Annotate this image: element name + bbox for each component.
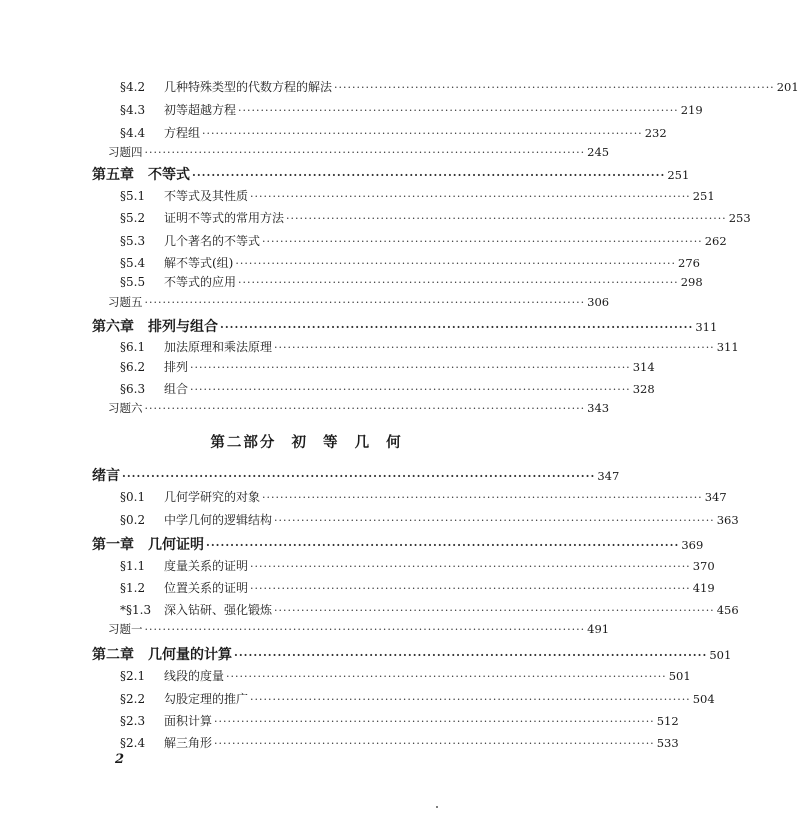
section-number: §5.4 — [120, 256, 146, 270]
page-ref: 343 — [587, 401, 610, 415]
dot-leader: ·································································································· — [286, 212, 727, 225]
dot-leader: ·································································································· — [274, 341, 715, 354]
entry-title: 几何学研究的对象 — [164, 490, 261, 504]
section-entry — [120, 124, 667, 141]
dot-leader: ·································································································· — [144, 146, 586, 159]
page-number: 2 — [115, 752, 125, 767]
entry-title: 面积计算 — [164, 714, 213, 728]
section-number: §2.1 — [120, 669, 146, 683]
page-ref: 314 — [632, 360, 655, 374]
entry-label — [120, 78, 332, 95]
entry-label — [120, 124, 200, 141]
chapter-entry — [92, 644, 732, 664]
page-ref: 347 — [597, 469, 620, 483]
exercise-entry — [108, 400, 610, 416]
entry-title: 解三角形 — [164, 736, 213, 750]
section-number: §6.3 — [120, 382, 146, 396]
entry-label — [92, 465, 120, 485]
section-number: §0.1 — [120, 490, 146, 504]
dot-leader: ·································································································· — [214, 715, 655, 728]
page-ref: 311 — [695, 320, 718, 334]
section-entry — [120, 273, 703, 290]
dot-leader: ·································································································· — [202, 127, 643, 140]
page-ref: 251 — [667, 168, 690, 182]
entry-title: 习题一 — [108, 622, 143, 636]
section-entry — [120, 601, 739, 618]
entry-title: 第六章 排列与组合 — [92, 319, 218, 335]
entry-title: 不等式及其性质 — [164, 189, 249, 203]
page-ref: 245 — [587, 145, 610, 159]
dot-leader: ·································································································· — [262, 491, 703, 504]
dot-leader: ·································································································· — [144, 623, 586, 636]
entry-title: 加法原理和乘法原理 — [164, 340, 273, 354]
part-title-char-4: 何 — [386, 434, 403, 451]
entry-title: 中学几何的逻辑结构 — [164, 513, 273, 527]
dot-leader: ·································································································· — [250, 190, 691, 203]
entry-label — [120, 254, 233, 271]
section-number: §4.3 — [120, 103, 146, 117]
section-number: §2.3 — [120, 714, 146, 728]
dot-leader: ·································································································· — [250, 693, 691, 706]
dot-leader: ·································································································· — [334, 81, 775, 94]
entry-title: 第五章 不等式 — [92, 167, 190, 183]
page-ref: 262 — [704, 234, 727, 248]
entry-title: 度量关系的证明 — [164, 559, 249, 573]
section-entry — [120, 254, 700, 271]
page-ref: 253 — [728, 211, 751, 225]
entry-title: 几种特殊类型的代数方程的解法 — [164, 80, 333, 94]
dot-leader: ·································································································· — [122, 470, 596, 483]
entry-label — [120, 690, 248, 707]
entry-title: 不等式的应用 — [164, 275, 237, 289]
chapter-entry — [92, 465, 620, 485]
dot-leader: ·································································································· — [235, 257, 677, 270]
part-title-char-2: 等 — [323, 434, 340, 451]
dot-leader: ·································································································· — [190, 361, 631, 374]
section-entry — [120, 734, 679, 751]
entry-label — [92, 316, 218, 336]
entry-title: 组合 — [164, 382, 189, 396]
dot-leader: ·································································································· — [220, 321, 694, 334]
entry-title: 绪言 — [92, 468, 120, 484]
exercise-entry — [108, 621, 610, 637]
entry-label — [120, 358, 188, 375]
entry-label — [120, 101, 236, 118]
page-ref: 501 — [709, 648, 732, 662]
section-number: §6.1 — [120, 340, 146, 354]
section-number: §5.5 — [120, 275, 146, 289]
page-ref: 369 — [681, 538, 704, 552]
part-title-char-1: 初 — [291, 434, 308, 451]
section-entry — [120, 187, 715, 204]
part-two-heading — [0, 431, 613, 452]
section-number: *§1.3 — [120, 603, 152, 617]
page-ref: 363 — [716, 513, 739, 527]
dot-leader: ·································································································· — [274, 514, 715, 527]
section-number: §4.2 — [120, 80, 146, 94]
page-ref: 311 — [716, 340, 739, 354]
entry-label — [120, 232, 260, 249]
entry-label — [120, 273, 236, 290]
section-number: §5.1 — [120, 189, 146, 203]
entry-label — [120, 579, 248, 596]
entry-title: 习题五 — [108, 295, 143, 309]
entry-label — [108, 144, 143, 160]
entry-label — [120, 734, 212, 751]
page-ref: 328 — [632, 382, 655, 396]
page-ref: 533 — [656, 736, 679, 750]
dot-leader: ·································································································· — [226, 670, 667, 683]
dot-leader: ·································································································· — [238, 276, 679, 289]
section-number: §2.4 — [120, 736, 146, 750]
dot-leader: ·································································································· — [262, 235, 703, 248]
section-number: §0.2 — [120, 513, 146, 527]
page-ref: 276 — [678, 256, 700, 270]
dot-leader: ·································································································· — [250, 560, 691, 573]
part-title-char-3: 几 — [354, 434, 372, 451]
section-entry — [120, 667, 691, 684]
entry-label — [120, 488, 260, 505]
entry-label — [120, 712, 212, 729]
dot-leader: ·································································································· — [274, 604, 715, 617]
page-ref: 491 — [587, 622, 610, 636]
chapter-entry — [92, 534, 704, 554]
entry-title: 解不等式(组) — [164, 256, 234, 270]
section-entry — [120, 232, 727, 249]
dot-leader: ·································································································· — [250, 582, 691, 595]
entry-label — [92, 644, 232, 664]
entry-title: 位置关系的证明 — [164, 581, 249, 595]
section-entry — [120, 511, 739, 528]
section-number: §1.1 — [120, 559, 146, 573]
entry-label — [120, 380, 188, 397]
section-number: §4.4 — [120, 126, 146, 140]
entry-label — [120, 667, 224, 684]
entry-title: 线段的度量 — [164, 669, 225, 683]
entry-title: 第一章 几何证明 — [92, 537, 204, 553]
entry-title: 证明不等式的常用方法 — [164, 211, 285, 225]
section-number: §5.2 — [120, 211, 146, 225]
entry-label — [92, 534, 204, 554]
entry-title: 勾股定理的推广 — [164, 692, 249, 706]
page-ref: 201 — [776, 80, 799, 94]
entry-label — [120, 557, 248, 574]
section-entry — [120, 380, 655, 397]
section-entry — [120, 78, 799, 95]
page-ref: 370 — [692, 559, 715, 573]
entry-title: 几个著名的不等式 — [164, 234, 261, 248]
exercise-entry — [108, 294, 610, 310]
page-ref: 501 — [668, 669, 691, 683]
dot-leader: ·································································································· — [234, 649, 708, 662]
dot-leader: ·································································································· — [144, 296, 586, 309]
section-entry — [120, 712, 679, 729]
section-number: §1.2 — [120, 581, 146, 595]
section-entry — [120, 338, 739, 355]
dot-leader: ·································································································· — [214, 737, 655, 750]
page-ref: 347 — [704, 490, 727, 504]
page-ref: 456 — [716, 603, 739, 617]
entry-title: 习题四 — [108, 145, 143, 159]
page-ref: 251 — [692, 189, 715, 203]
page-ref: 512 — [656, 714, 679, 728]
dot-leader: ·································································································· — [192, 169, 666, 182]
page-ref: 504 — [692, 692, 715, 706]
section-number: §2.2 — [120, 692, 146, 706]
entry-label — [108, 621, 143, 637]
section-entry — [120, 557, 715, 574]
entry-label — [120, 187, 248, 204]
section-entry — [120, 690, 715, 707]
entry-title: 深入钻研、强化锻炼 — [164, 603, 273, 617]
section-entry — [120, 101, 703, 118]
entry-label — [120, 601, 272, 618]
page-ref: 306 — [587, 295, 610, 309]
section-number: §5.3 — [120, 234, 146, 248]
dot-leader: ·································································································· — [206, 539, 680, 552]
exercise-entry — [108, 144, 610, 160]
section-number: §6.2 — [120, 360, 146, 374]
scan-speck — [436, 806, 438, 808]
entry-label — [120, 338, 272, 355]
chapter-entry — [92, 164, 690, 184]
entry-title: 初等超越方程 — [164, 103, 237, 117]
section-entry — [120, 579, 715, 596]
section-entry — [120, 488, 727, 505]
entry-title: 第二章 几何量的计算 — [92, 647, 232, 663]
dot-leader: ·································································································· — [144, 402, 586, 415]
entry-label — [120, 511, 272, 528]
entry-label — [108, 294, 143, 310]
entry-title: 排列 — [164, 360, 189, 374]
page-ref: 219 — [680, 103, 703, 117]
page-ref: 232 — [644, 126, 667, 140]
chapter-entry — [92, 316, 718, 336]
entry-label — [108, 400, 143, 416]
section-entry — [120, 209, 751, 226]
entry-title: 习题六 — [108, 401, 143, 415]
entry-label — [92, 164, 190, 184]
dot-leader: ·································································································· — [190, 383, 631, 396]
entry-title: 方程组 — [164, 126, 201, 140]
section-entry — [120, 358, 655, 375]
entry-label — [120, 209, 284, 226]
page-ref: 298 — [680, 275, 703, 289]
page-ref: 419 — [692, 581, 715, 595]
part-label: 第二部分 — [210, 434, 277, 451]
dot-leader: ·································································································· — [238, 104, 679, 117]
